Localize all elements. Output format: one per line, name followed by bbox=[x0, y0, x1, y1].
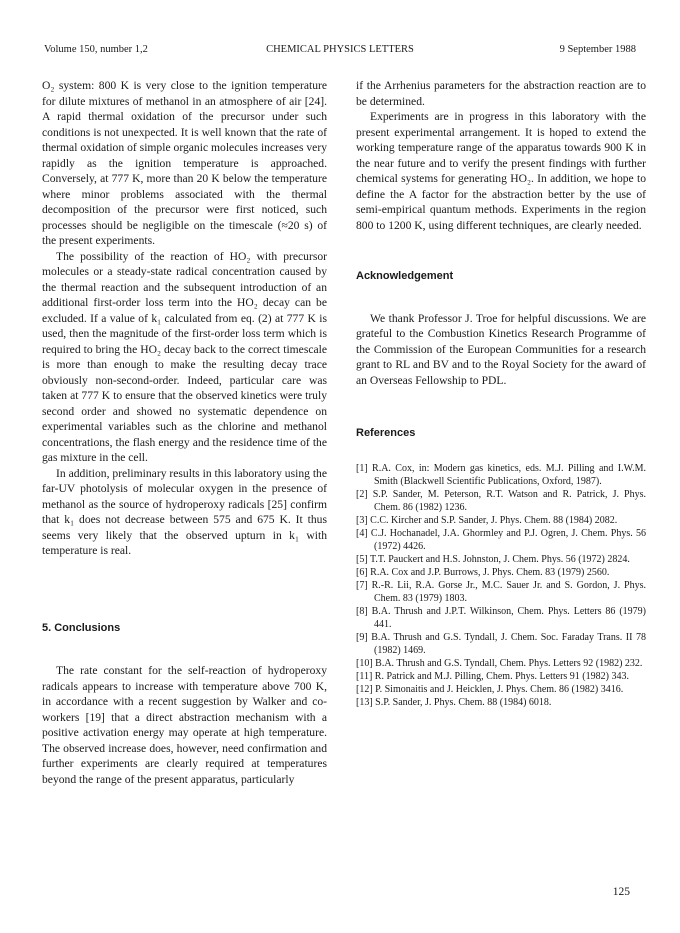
references-heading: References bbox=[356, 427, 416, 439]
conclusions-heading: 5. Conclusions bbox=[42, 621, 121, 634]
reference-item: [5] T.T. Pauckert and H.S. Johnston, J. Chem. Phys. 56 (1972) 2824. bbox=[356, 553, 630, 565]
body-paragraph: O₂ system: 800 K is very close to the ignition temperature for dilute mixtures of methanol in an atmosphere of air [24]. A rapid thermal oxidation of the precursor under such conditions is not unexpected. It is well known that the rate of thermal oxidation of simple organic molecules increases very rapidly as the ignition temperature is approached. Conversely, at 777 K, more than 20 K below the temperature where minor problems associated with the thermal decomposition of the precursor were first noticed, such processes should be negligible on the timescale (≈20 s) of the present experiments. bbox=[42, 79, 327, 247]
conclusions-paragraph: The rate constant for the self-reaction of hydroperoxy radicals appears to increase with temperature above 700 K, in accordance with a recent suggestion by Walker and co-workers [19] that a direct abstraction mechanism with a positive activation energy may operate at high temperature. The observed increase does, however, need confirmation and further experiments are clearly required at temperatures beyond the range of the present apparatus, particularly bbox=[42, 664, 327, 786]
reference-item: [12] P. Simonaitis and J. Heicklen, J. Phys. Chem. 86 (1982) 3416. bbox=[356, 683, 624, 695]
journal-title: CHEMICAL PHYSICS LETTERS bbox=[266, 44, 414, 55]
issue-date: 9 September 1988 bbox=[559, 44, 636, 55]
body-paragraph: if the Arrhenius parameters for the abstraction reaction are to be determined. bbox=[356, 79, 646, 108]
reference-item: [8] B.A. Thrush and J.P.T. Wilkinson, Chem. Phys. Letters 86 (1979) 441. bbox=[356, 605, 646, 630]
acknowledgement-paragraph: We thank Professor J. Troe for helpful discussions. We are grateful to the Combustion Kinetics Research Programme of the Commission of the European Communities for a research grant to RL and BV and to the Royal Society for the award of an Overseas Fellowship to PDL. bbox=[356, 311, 646, 387]
reference-item: [11] R. Patrick and M.J. Pilling, Chem. Phys. Letters 91 (1982) 343. bbox=[356, 670, 629, 682]
left-column bbox=[42, 78, 327, 787]
reference-list bbox=[356, 462, 646, 709]
reference-item: [2] S.P. Sander, M. Peterson, R.T. Watson and R. Patrick, J. Phys. Chem. 86 (1982) 1236. bbox=[356, 488, 646, 513]
reference-item: [6] R.A. Cox and J.P. Burrows, J. Phys. Chem. 83 (1979) 2560. bbox=[356, 566, 610, 578]
reference-item: [9] B.A. Thrush and G.S. Tyndall, J. Chem. Soc. Faraday Trans. II 78 (1982) 1469. bbox=[356, 631, 646, 656]
body-paragraph: Experiments are in progress in this laboratory with the present experimental arrangement. It is hoped to extend the working temperature range of the apparatus towards 900 K in the near future and to verify the present findings with further chemical systems for generating HO₂. In addition, we hope to define the A factor for the abstraction better by the use of semi-empirical quantum methods. Experiments in the region 800 to 1200 K, using different techniques, are clearly needed. bbox=[356, 110, 646, 232]
body-paragraph: The possibility of the reaction of HO₂ with precursor molecules or a steady-state radical concentration caused by the thermal reaction and the subsequent introduction of an additional first-order loss term into the HO₂ decay can be excluded. If a value of k₁ calculated from eq. (2) at 777 K is used, then the magnitude of the first-order loss term which is required to bring the HO₂ decay back to the correct timescale is more than enough to make the resulting decay trace obviously non-second-order. Indeed, particular care was taken at 777 K to ensure that the observed kinetics were truly second order and showed no systematic dependence on experimental variables such as the chlorine and methanol concentrations, the flash energy and the residence time of the gas mixture in the cell. bbox=[42, 249, 327, 464]
reference-item: [1] R.A. Cox, in: Modern gas kinetics, eds. M.J. Pilling and I.W.M. Smith (Blackwell Scientific Publications, Oxford, 1987). bbox=[356, 462, 646, 487]
running-header bbox=[44, 44, 636, 60]
reference-item: [3] C.C. Kircher and S.P. Sander, J. Phys. Chem. 88 (1984) 2082. bbox=[356, 514, 618, 526]
volume-label: Volume 150, number 1,2 bbox=[44, 44, 148, 55]
reference-item: [10] B.A. Thrush and G.S. Tyndall, Chem. Phys. Letters 92 (1982) 232. bbox=[356, 657, 643, 669]
body-paragraph: In addition, preliminary results in this laboratory using the far-UV photolysis of molecular oxygen in the presence of methanol as the source of hydroperoxy radicals [25] confirm that k₁ does not decrease between 575 and 675 K. It thus seems very likely that the observed upturn in k₁ with temperature is real. bbox=[42, 466, 327, 557]
reference-item: [13] S.P. Sander, J. Phys. Chem. 88 (1984) 6018. bbox=[356, 696, 552, 708]
reference-item: [7] R.-R. Lii, R.A. Gorse Jr., M.C. Sauer Jr. and S. Gordon, J. Phys. Chem. 83 (1979) 1803. bbox=[356, 579, 646, 604]
right-column bbox=[356, 78, 646, 709]
acknowledgement-heading: Acknowledgement bbox=[356, 270, 454, 282]
page-number: 125 bbox=[612, 886, 630, 898]
reference-item: [4] C.J. Hochanadel, J.A. Ghormley and P.J. Ogren, J. Chem. Phys. 56 (1972) 4426. bbox=[356, 527, 646, 552]
